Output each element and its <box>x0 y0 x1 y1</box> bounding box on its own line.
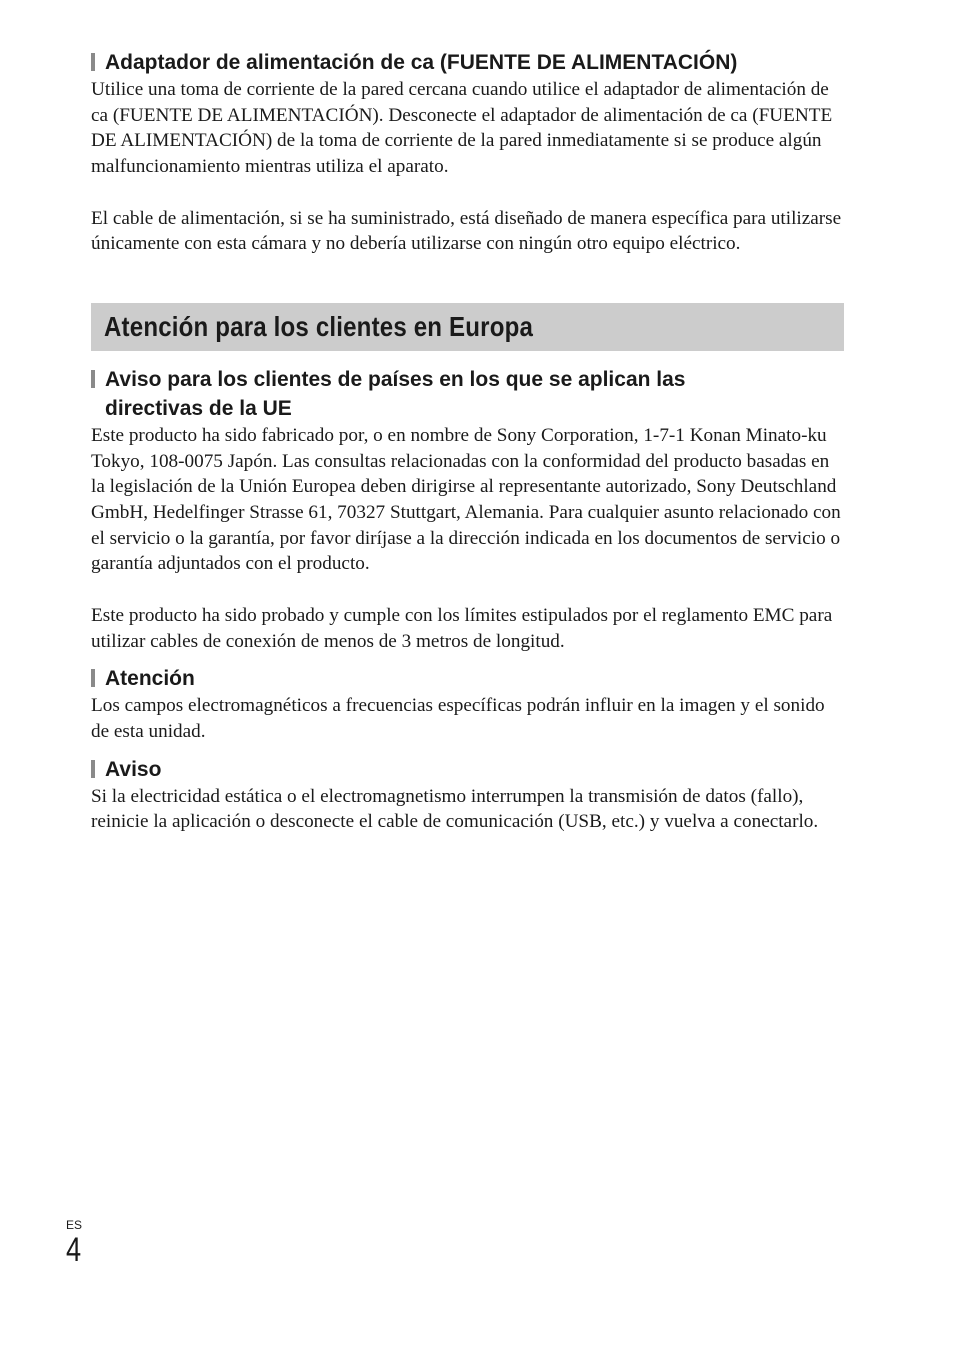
page-footer <box>66 1218 85 1268</box>
section-power-adapter <box>91 48 844 257</box>
section-heading <box>91 48 844 77</box>
paragraph: El cable de alimentación, si se ha suministrado, está diseñado de manera específica para utilizarse únicamente con esta cámara y no debería utilizarse con ningún otro equipo eléctrico. <box>91 207 842 255</box>
heading-text: Aviso <box>105 757 162 781</box>
banner-title: Atención para los clientes en Europa <box>104 310 534 342</box>
language-code: ES <box>66 1218 83 1232</box>
section-eu-directives <box>91 365 844 654</box>
heading-text: Atención <box>105 667 195 691</box>
page-number: 4 <box>66 1231 82 1269</box>
heading-bar-marker <box>91 669 95 687</box>
heading-text-line2: directivas de la UE <box>105 396 292 420</box>
paragraph: Este producto ha sido probado y cumple con los límites estipulados por el reglamento EMC para utilizar cables de conexión de menos de 3 metros de longitud. <box>91 604 833 652</box>
document-page <box>91 48 844 835</box>
heading-text-line1: Aviso para los clientes de países en los que se aplican las <box>105 367 686 391</box>
paragraph: Utilice una toma de corriente de la pared cercana cuando utilice el adaptador de alimentación de ca (FUENTE DE ALIMENTACIÓN). Desconecte el adaptador de alimentación de ca (FUENTE DE ALIMENTACIÓN) de la toma de corriente de la pared inmediatamente si se produce algún malfuncionamiento mientras utiliza el aparato. <box>91 79 833 178</box>
paragraph: Este producto ha sido fabricado por, o en nombre de Sony Corporation, 1-7-1 Konan Minato-ku Tokyo, 108-0075 Japón. Las consultas relacionadas con la conformidad del producto basadas en la legislación de la Unión Europea deben dirigirse al representante autorizado, Sony Deutschland GmbH, Hedelfinger Strasse 61, 70327 Stuttgart, Alemania. Para cualquier asunto relacionado con el servicio o la garantía, por favor diríjase a la dirección indicada en los documentos de servicio o garantía adjuntados con el producto. <box>91 424 841 575</box>
section-attention <box>91 664 844 744</box>
heading-text: Adaptador de alimentación de ca (FUENTE DE ALIMENTACIÓN) <box>105 51 738 74</box>
heading-bar-marker <box>91 370 95 388</box>
section-heading <box>91 664 844 693</box>
section-heading <box>91 365 844 423</box>
heading-bar-marker <box>91 53 95 71</box>
section-heading <box>91 755 844 784</box>
paragraph: Los campos electromagnéticos a frecuencias específicas podrán influir en la imagen y el sonido de esta unidad. <box>91 695 825 742</box>
heading-bar-marker <box>91 760 95 778</box>
section-banner <box>91 303 844 351</box>
paragraph: Si la electricidad estática o el electromagnetismo interrumpen la transmisión de datos (fallo), reinicie la aplicación o desconecte el cable de comunicación (USB, etc.) y vuelva a conectarlo. <box>91 785 819 833</box>
section-notice <box>91 755 844 835</box>
